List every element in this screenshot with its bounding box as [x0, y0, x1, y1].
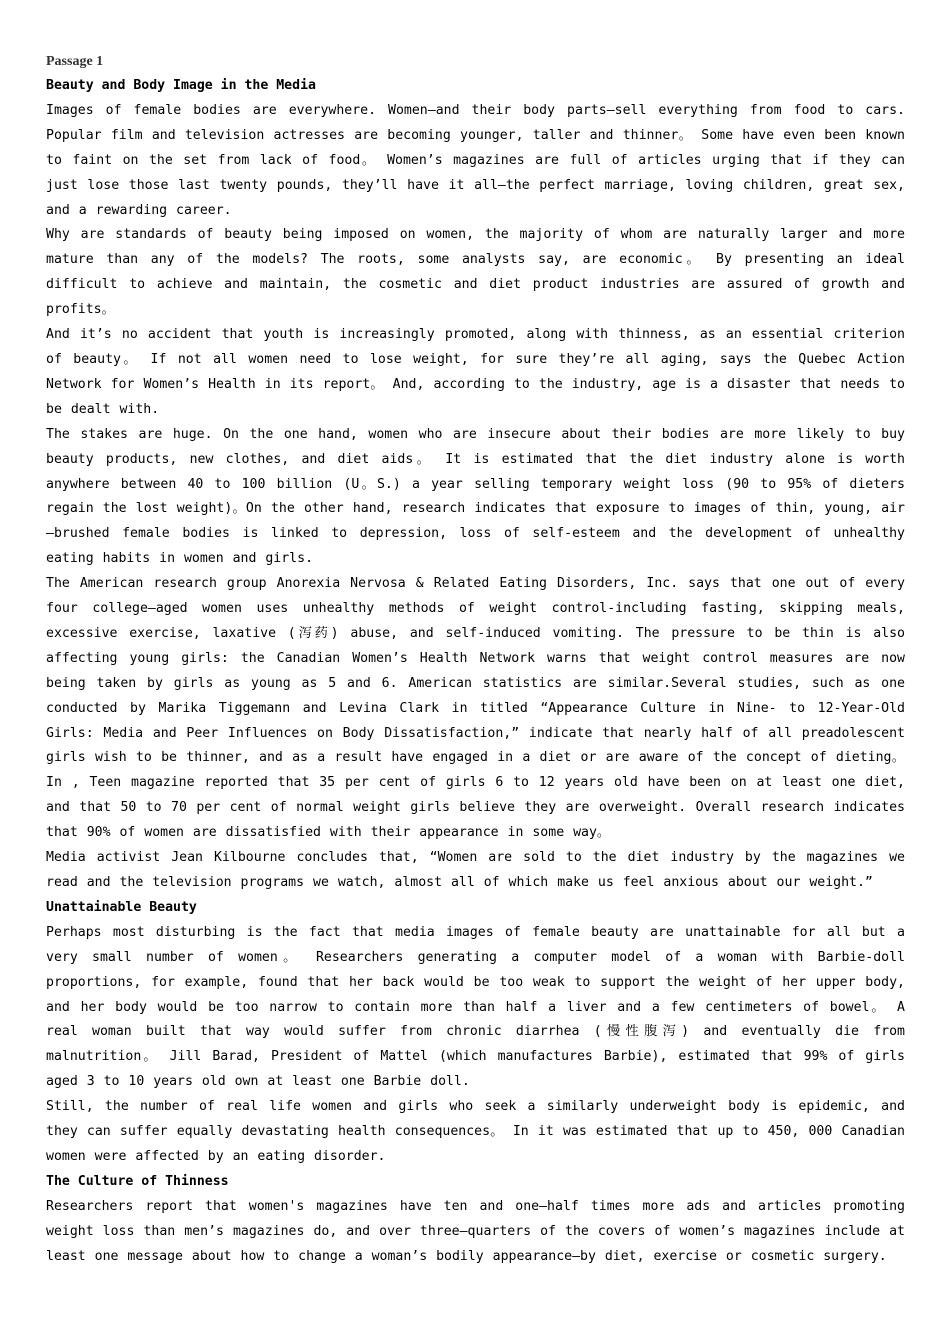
paragraph: The stakes are huge. On the one hand, women who are insecure about their bodies are more likely to buy beauty products, new clothes, and diet aids。 It is estimated that the diet industry alone is worth anywhere between 40 to 100 billion (U。S.) a year selling temporary weight loss (90 to 95% of dieters regain the lost weight)。On the other hand, research indicates that exposure to images of thin, young, air—brushed female bodies is linked to depression, loss of self-esteem and the development of unhealthy eating habits in women and girls.: [46, 426, 905, 567]
paragraph: Researchers report that women's magazines have ten and one—half times more ads and articles promoting weight loss than men’s magazines do, and over three—quarters of the covers of women’s magazines include at least one message about how to change a woman’s bodily appearance—by diet, exercise or cosmetic surgery.: [46, 1198, 905, 1264]
paragraph: Images of female bodies are everywhere. Women—and their body parts—sell everything from food to cars. Popular film and television actresses are becoming younger, taller and thinner。 Some have even been known to faint on the set from lack of food。 Women’s magazines are full of articles urging that if they can just lose those last twenty pounds, they’ll have it all—the perfect marriage, loving children, great sex, and a rewarding career.: [46, 102, 905, 218]
passage-label: Passage 1: [46, 54, 104, 69]
paragraph: Still, the number of real life women and girls who seek a similarly underweight body is epidemic, and they can suffer equally devastating health consequences。 In it was estimated that up to 450, 000 Canadian women were affected by an eating disorder.: [46, 1099, 905, 1164]
section-heading-unattainable: Unattainable Beauty: [46, 899, 197, 915]
paragraph: The American research group Anorexia Nervosa & Related Eating Disorders, Inc. says that one out of every four college—aged women uses unhealthy methods of weight control-including fasting, skipping meals, excessive exercise, laxative (泻药) abuse, and self-induced vomiting. The pressure to be thin is also affecting young girls: the Canadian Women’s Health Network warns that weight control measures are now being taken by girls as young as 5 and 6. American statistics are similar.Several studies, such as one conducted by Marika Tiggemann and Levina Clark in titled “Appearance Culture in Nine- to 12-Year-Old Girls: Media and Peer Influences on Body Dissatisfaction,” indicate that nearly half of all preadolescent girls wish to be thinner, and as a result have engaged in a diet or are aware of the concept of dieting。 In , Teen magazine reported that 35 per cent of girls 6 to 12 years old have been on at least one diet, and that 50 to 70 per cent of normal weight girls believe they are overweight. Overall research indicates that 90% of women are dissatisfied with their appearance in some way。: [46, 576, 905, 841]
document-page: [46, 50, 905, 1270]
paragraph: And it’s no accident that youth is increasingly promoted, along with thinness, as an essential criterion of beauty。 If not all women need to lose weight, for sure they’re all aging, says the Quebec Action Network for Women’s Health in its report。 And, according to the industry, age is a disaster that needs to be dealt with.: [46, 327, 905, 417]
paragraph: Perhaps most disturbing is the fact that media images of female beauty are unattainable for all but a very small number of women。 Researchers generating a computer model of a woman with Barbie-doll proportions, for example, found that her back would be too weak to support the weight of her upper body, and her body would be too narrow to contain more than half a liver and a few centimeters of bowel。 A real woman built that way would suffer from chronic diarrhea (慢性腹泻) and eventually die from malnutrition。 Jill Barad, President of Mattel (which manufactures Barbie), estimated that 99% of girls aged 3 to 10 years old own at least one Barbie doll.: [46, 924, 905, 1090]
section-heading-thinness: The Culture of Thinness: [46, 1173, 229, 1189]
paragraph: Media activist Jean Kilbourne concludes that, “Women are sold to the diet industry by the magazines we read and the television programs we watch, almost all of which make us feel anxious about our weight.”: [46, 850, 905, 890]
section-heading-media: Beauty and Body Image in the Media: [46, 78, 316, 93]
paragraph: Why are standards of beauty being imposed on women, the majority of whom are naturally larger and more mature than any of the models? The roots, some analysts say, are economic。 By presenting an ideal difficult to achieve and maintain, the cosmetic and diet product industries are assured of growth and profits。: [46, 227, 905, 318]
